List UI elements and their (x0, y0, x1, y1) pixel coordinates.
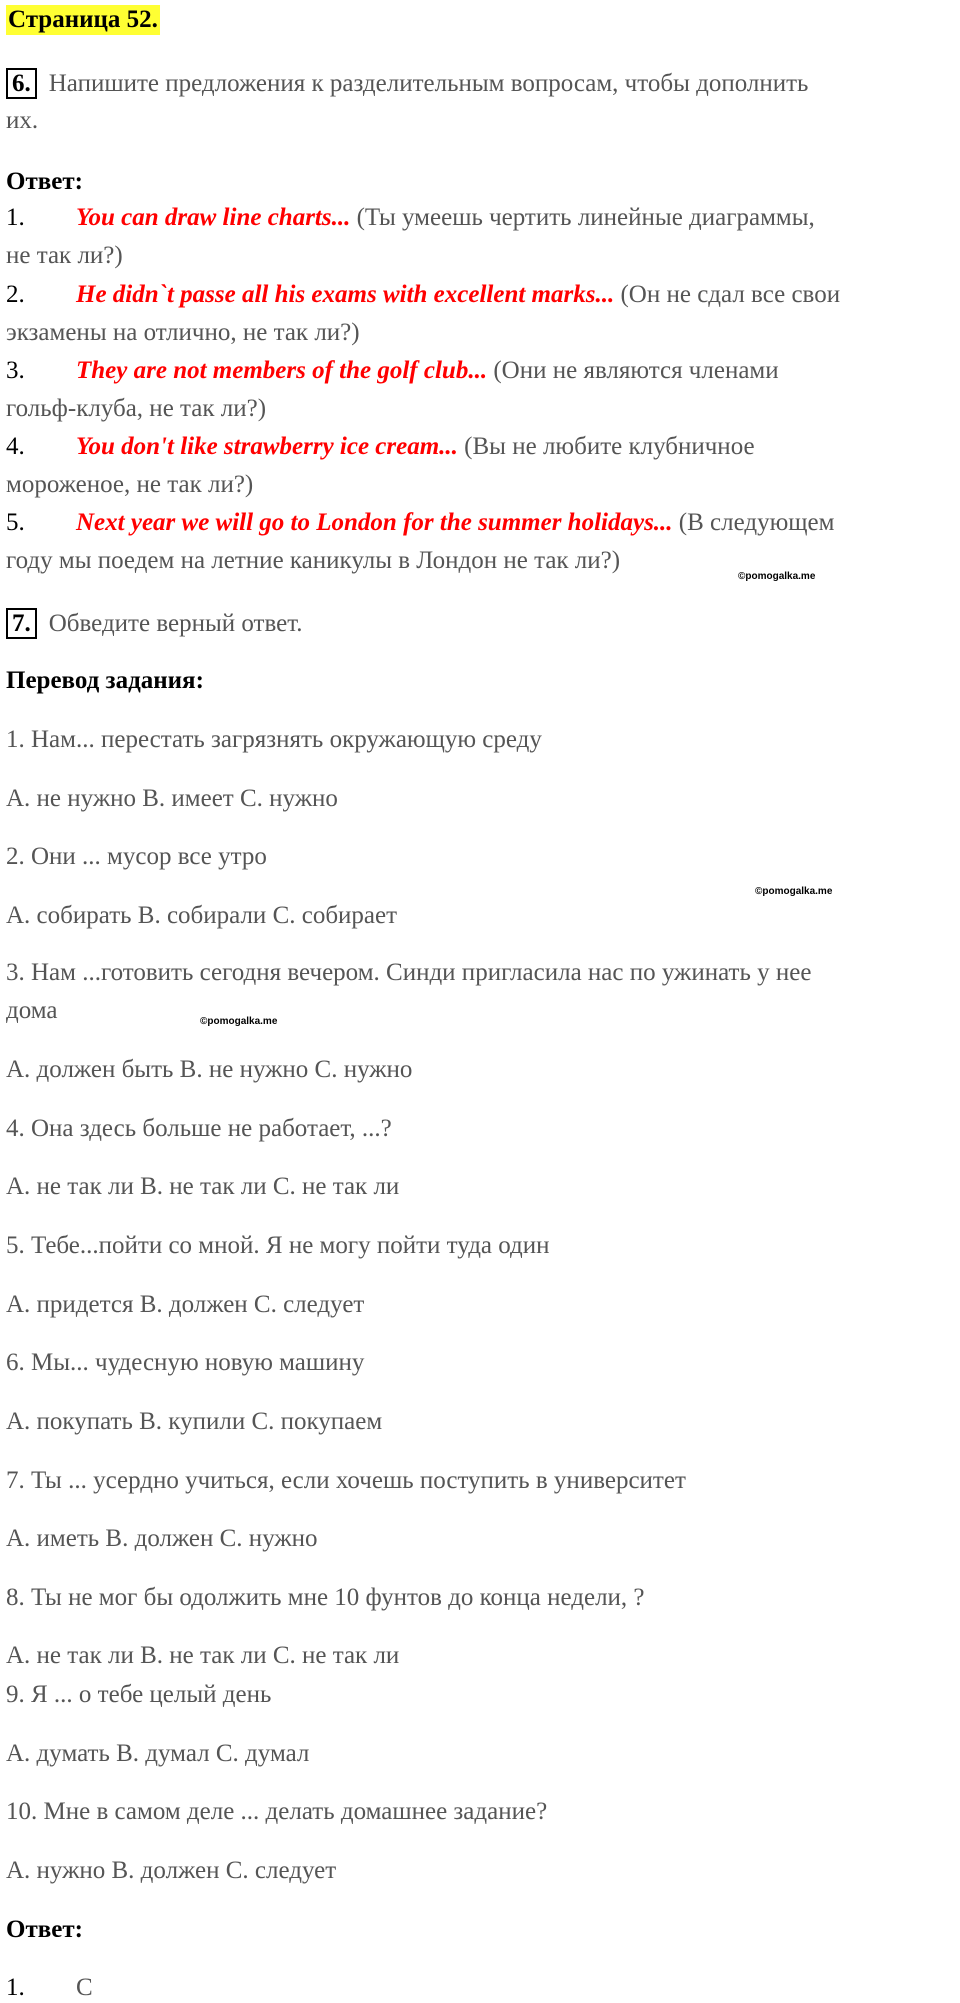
answer-item-2 (6, 280, 840, 310)
task-line-8: 4. Она здесь больше не работает, ...? (6, 1115, 392, 1142)
exercise-7-answer-1 (6, 1973, 93, 2003)
watermark: ©pomogalka.me (200, 1016, 278, 1027)
task-line-13: А. покупать В. купили С. покупаем (6, 1408, 383, 1435)
task-line-17: А. не так ли В. не так ли С. не так ли (6, 1642, 400, 1669)
exercise-6-instruction-line-1: Напишите предложения к разделительным вопросам, чтобы дополнить (48, 70, 809, 97)
watermark: ©pomogalka.me (755, 886, 833, 897)
answer-item-english: You don't like strawberry ice cream... (76, 433, 458, 460)
task-line-11: А. придется В. должен С. следует (6, 1291, 365, 1318)
answer-item-5 (6, 508, 834, 538)
exercise-7-instruction-text: Обведите верный ответ. (48, 610, 303, 637)
answer-item-1-cont: не так ли?) (6, 242, 123, 269)
task-line-10: 5. Тебе...пойти со мной. Я не могу пойти туда один (6, 1232, 550, 1259)
answer-item-english: They are not members of the golf club... (76, 357, 488, 384)
answer-item-english: Next year we will go to London for the summer holidays... (76, 509, 673, 536)
task-line-5: 3. Нам ...готовить сегодня вечером. Синди пригласила нас по ужинать у нее (6, 959, 812, 986)
answer-item-english: He didn`t passe all his exams with excellent marks... (76, 281, 615, 308)
exercise-6-instruction (6, 68, 808, 99)
answer-item-5-cont: году мы поедем на летние каникулы в Лондон не так ли?) (6, 547, 621, 574)
task-line-3: 2. Они ... мусор все утро (6, 843, 267, 870)
watermark: ©pomogalka.me (738, 571, 816, 582)
task-line-6: дома (6, 997, 58, 1024)
exercise-6-instruction-line-2: их. (6, 107, 39, 134)
exercise-6-number: 6. (6, 68, 37, 99)
task-line-12: 6. Мы... чудесную новую машину (6, 1349, 365, 1376)
task-line-19: А. думать В. думал С. думал (6, 1740, 310, 1767)
answer-item-russian: (Они не являются членами (493, 357, 779, 384)
task-line-20: 10. Мне в самом деле ... делать домашнее задание? (6, 1798, 548, 1825)
task-line-14: 7. Ты ... усердно учиться, если хочешь поступить в университет (6, 1467, 686, 1494)
task-line-21: А. нужно В. должен С. следует (6, 1857, 337, 1884)
task-line-4: А. собирать В. собирали С. собирает (6, 902, 398, 929)
answer-item-russian: (Он не сдал все свои (620, 281, 841, 308)
task-line-9: А. не так ли В. не так ли С. не так ли (6, 1173, 400, 1200)
answer-item-russian: (Ты умеешь чертить линейные диаграммы, (356, 204, 815, 231)
answer-item-4 (6, 432, 755, 462)
translation-label: Перевод задания: (6, 667, 204, 694)
task-line-1: 1. Нам... перестать загрязнять окружающую среду (6, 726, 542, 753)
answer-item-english: You can draw line charts... (76, 204, 351, 231)
task-line-16: 8. Ты не мог бы одолжить мне 10 фунтов до конца недели, ? (6, 1584, 645, 1611)
answer-item-4-cont: мороженое, не так ли?) (6, 471, 254, 498)
exercise-7-number: 7. (6, 608, 37, 639)
exercise-6-answer-label: Ответ: (6, 168, 83, 195)
task-line-7: А. должен быть В. не нужно С. нужно (6, 1056, 413, 1083)
task-line-2: А. не нужно В. имеет С. нужно (6, 785, 338, 812)
exercise-7-instruction (6, 608, 303, 639)
answer-item-number: 4. (6, 433, 25, 460)
answer-item-3 (6, 356, 779, 386)
answer-item-russian: (В следующем (678, 509, 835, 536)
exercise-7-answer-label: Ответ: (6, 1916, 83, 1943)
task-line-18: 9. Я ... о тебе целый день (6, 1681, 272, 1708)
answer-item-2-cont: экзамены на отлично, не так ли?) (6, 319, 360, 346)
answer-item-3-cont: гольф-клуба, не так ли?) (6, 395, 267, 422)
page-title: Страница 52. (8, 6, 158, 33)
task-line-15: А. иметь В. должен С. нужно (6, 1525, 318, 1552)
answer-item-number: 1. (6, 204, 25, 231)
answer-item-russian: (Вы не любите клубничное (464, 433, 755, 460)
answer-number: 1. (6, 1974, 25, 2001)
answer-item-number: 3. (6, 357, 25, 384)
answer-item-number: 5. (6, 509, 25, 536)
answer-item-1 (6, 203, 815, 233)
answer-item-number: 2. (6, 281, 25, 308)
answer-value: C (76, 1974, 93, 2001)
